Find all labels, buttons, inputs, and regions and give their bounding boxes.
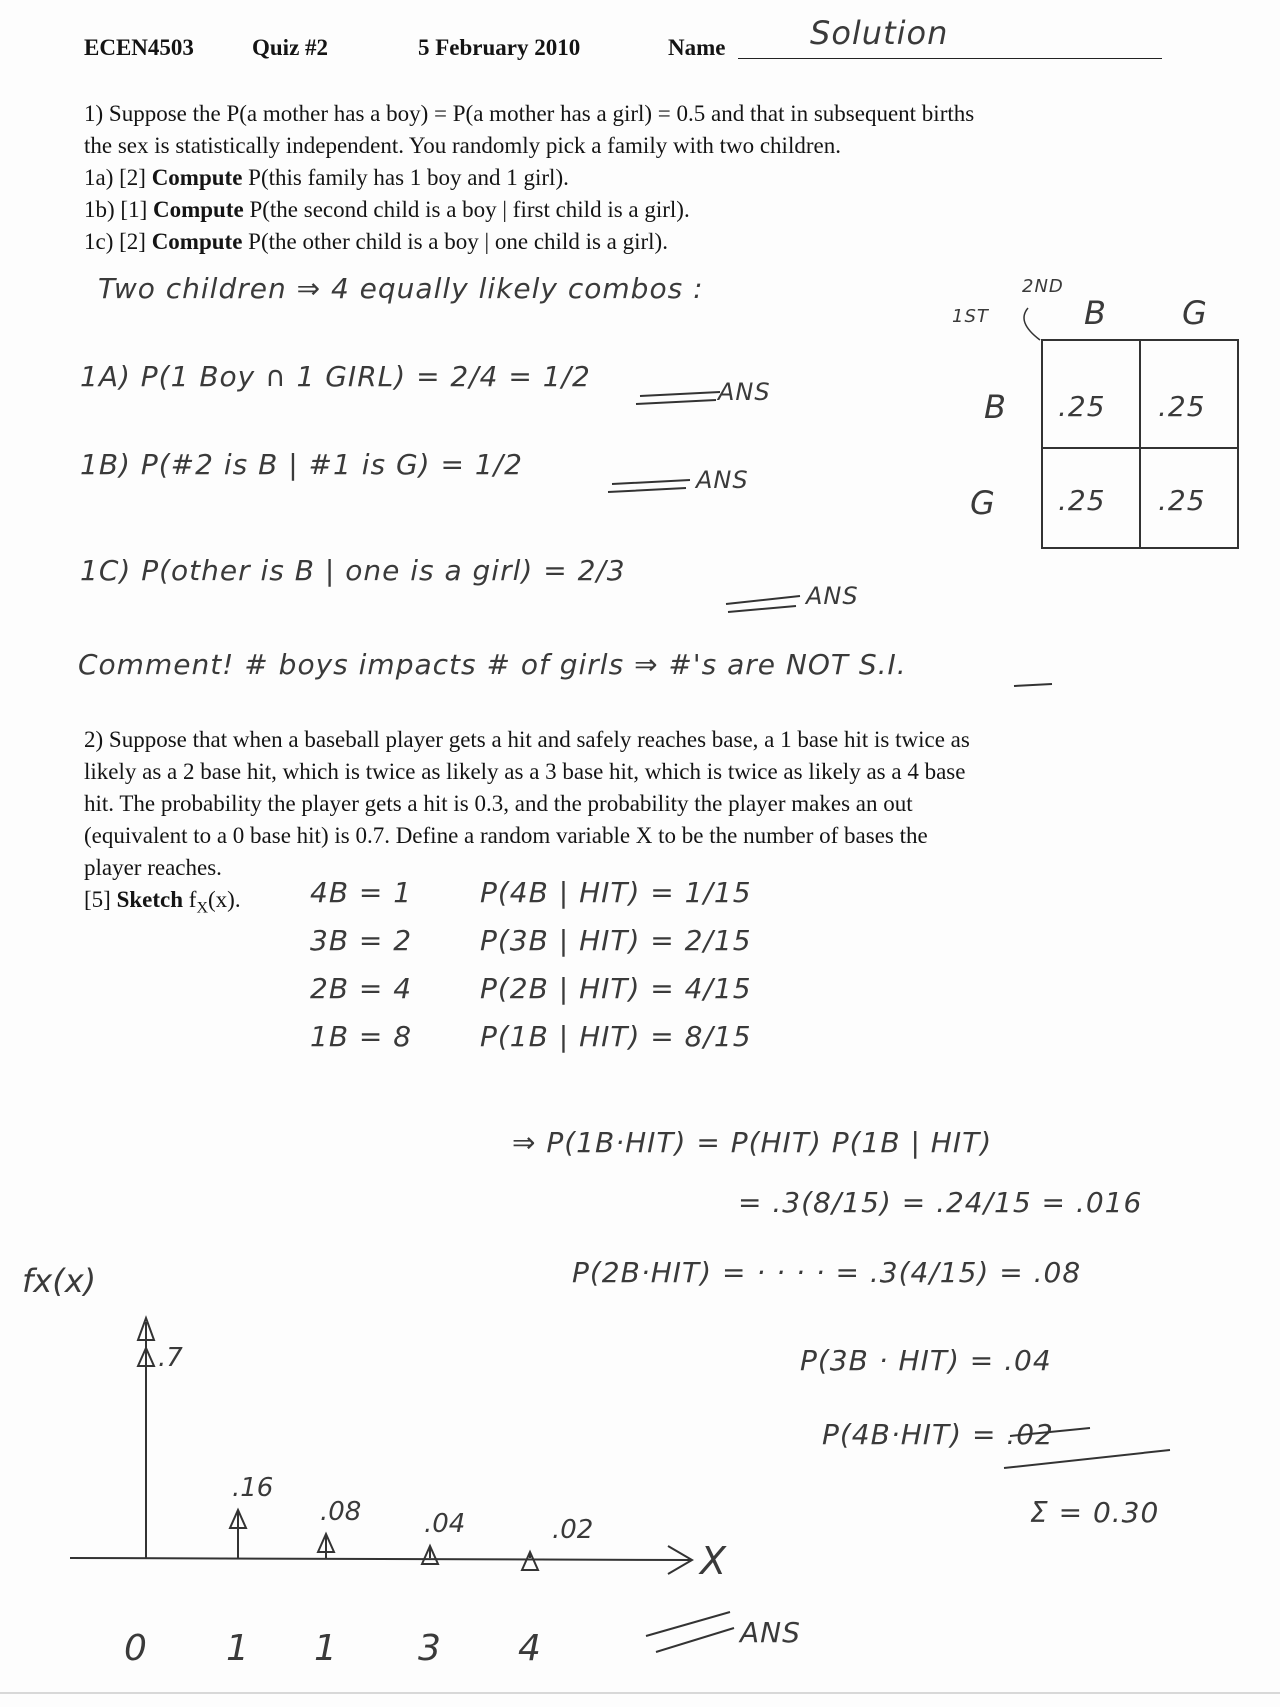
chart-labels — [22, 1262, 727, 1669]
p2-sketch-question: [5] Sketch $f_X(x)$. — [84, 887, 241, 917]
p2-line4: (equivalent to a 0 base hit) is 0.7. Define a random variable X to be the number of bases the — [84, 823, 928, 848]
ratio-1b: 1B = 8 — [310, 1020, 413, 1053]
data-label-2: .08 — [320, 1497, 362, 1527]
calc-3b: P(3B · HIT) = .04 — [800, 1344, 1052, 1377]
grid-cell-gg: .25 — [1158, 484, 1206, 517]
grid-second-label: 2ND — [1022, 276, 1064, 297]
y-axis-label: fx(x) — [22, 1262, 97, 1300]
page-bottom-edge — [0, 1692, 1280, 1694]
prob-grid-box — [1024, 308, 1238, 548]
x-axis — [70, 1546, 692, 1574]
ans-1b-label: ANS — [696, 466, 749, 494]
grid-cell-bb: .25 — [1058, 390, 1106, 423]
calc-sum: Σ = 0.30 — [1030, 1496, 1160, 1529]
grid-row-b: B — [984, 388, 1007, 426]
p1-line1: 1) Suppose the P(a mother has a boy) = P(a mother has a girl) = 0.5 and that in subsequent births — [84, 101, 975, 126]
calc-1b-line1: ⇒ P(1B·HIT) = P(HIT) P(1B | HIT) — [512, 1126, 993, 1159]
p1c-question: 1c) [2] Compute P(the other child is a boy | one child is a girl). — [84, 229, 668, 254]
p1b-question: 1b) [1] Compute P(the second child is a boy | first child is a girl). — [84, 197, 690, 222]
course-code: ECEN4503 — [84, 35, 194, 60]
calc-4b: P(4B·HIT) = .02 — [822, 1418, 1054, 1451]
p2-line5: player reaches. — [84, 855, 222, 880]
grid-cell-gb: .25 — [1058, 484, 1106, 517]
x-tick-label-1: 1 — [226, 1628, 249, 1669]
p2-line3: hit. The probability the player gets a hit is 0.3, and the probability the player makes an out — [84, 791, 913, 816]
sol1-comment: Comment! # boys impacts # of girls ⇒ #'s are NOT S.I. — [78, 648, 907, 681]
grid-row-g: G — [970, 484, 996, 522]
name-value: Solution — [810, 14, 949, 52]
ratio-3b: 3B = 2 — [310, 924, 413, 957]
ans-underlines — [608, 392, 1170, 1652]
ratio-2b: 2B = 4 — [310, 972, 413, 1005]
p2-line2: likely as a 2 base hit, which is twice as likely as a 3 base hit, which is twice as likely as a 4 base — [84, 759, 966, 784]
grid-col-b: B — [1084, 294, 1107, 332]
cond-4b: P(4B | HIT) = 1/15 — [480, 876, 752, 909]
quiz-number: Quiz #2 — [252, 35, 329, 60]
chart-stems — [138, 1348, 538, 1570]
ratio-4b: 4B = 1 — [310, 876, 413, 909]
ans-1c-label: ANS — [806, 582, 859, 610]
x-tick-label-4: 4 — [518, 1628, 541, 1669]
p1-line2: the sex is statistically independent. You randomly pick a family with two children. — [84, 133, 841, 158]
ans-1c: 1C) P(other is B | one is a girl) = 2/3 — [80, 554, 626, 587]
x-axis-label: X — [700, 1539, 727, 1583]
p1a-question: 1a) [2] Compute P(this family has 1 boy and 1 girl). — [84, 165, 569, 190]
x-tick-label-3: 3 — [418, 1628, 441, 1669]
chart-ans-label: ANS — [740, 1616, 801, 1649]
name-label: Name — [668, 35, 726, 60]
cond-3b: P(3B | HIT) = 2/15 — [480, 924, 752, 957]
quiz-date: 5 February 2010 — [418, 35, 581, 60]
x-tick-label-0: 0 — [124, 1628, 147, 1669]
data-label-1: .16 — [232, 1473, 274, 1503]
data-label-0: .7 — [158, 1343, 183, 1373]
ans-1a: 1A) P(1 Boy ∩ 1 GIRL) = 2/4 = 1/2 — [80, 360, 591, 393]
ans-1b: 1B) P(#2 is B | #1 is G) = 1/2 — [80, 448, 523, 481]
p2-line1: 2) Suppose that when a baseball player gets a hit and safely reaches base, a 1 base hit is twice as — [84, 727, 970, 752]
grid-first-label: 1ST — [952, 306, 989, 327]
grid-cell-bg: .25 — [1158, 390, 1206, 423]
calc-2b: P(2B·HIT) = · · · · = .3(4/15) = .08 — [572, 1256, 1082, 1289]
calc-1b-line2: = .3(8/15) = .24/15 = .016 — [738, 1186, 1143, 1219]
grid-col-g: G — [1182, 294, 1208, 332]
data-label-4: .02 — [552, 1515, 594, 1545]
ans-1a-label: ANS — [718, 378, 771, 406]
data-label-3: .04 — [424, 1509, 466, 1539]
x-tick-label-2: 1 — [314, 1628, 337, 1669]
cond-2b: P(2B | HIT) = 4/15 — [480, 972, 752, 1005]
sol1-intro: Two children ⇒ 4 equally likely combos : — [98, 272, 704, 305]
cond-1b: P(1B | HIT) = 8/15 — [480, 1020, 752, 1053]
